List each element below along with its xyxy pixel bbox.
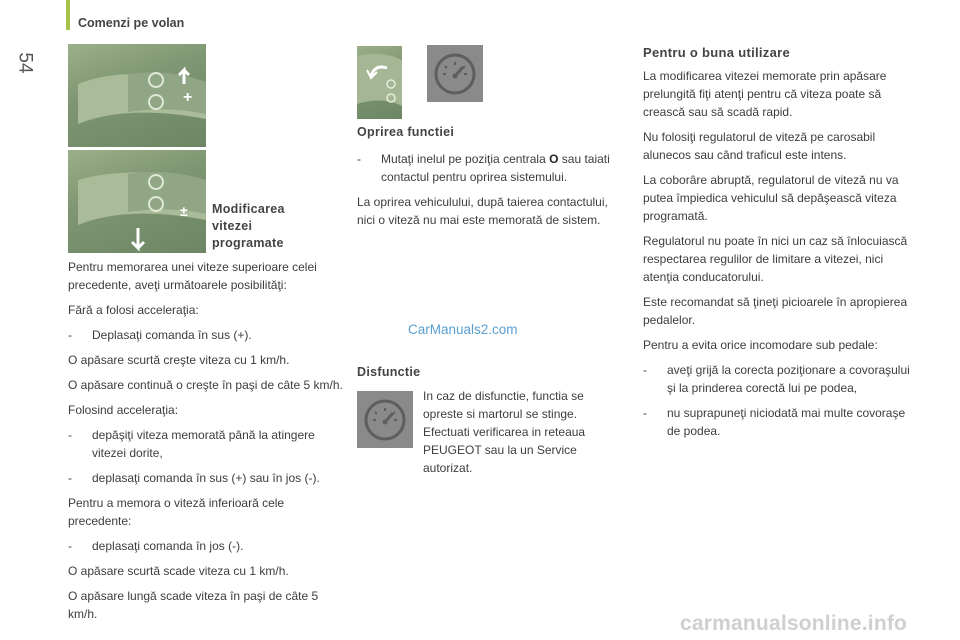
svg-text:±: ± [180, 203, 188, 219]
tip-4: Regulatorul nu poate în nici un caz să înlocuiască respectarea regulilor de limitare a vitezei, nici atenţia conducatorului. [643, 234, 908, 284]
tip-1: La modificarea vitezei memorate prin apăsare prelungită fiţi atenţi pentru că viteza poate să crească sau să scadă rapid. [643, 69, 887, 119]
left-column-body [68, 258, 344, 630]
speedometer-icon [357, 391, 413, 448]
section-title: Comenzi pe volan [78, 16, 185, 30]
lever-photo-down [68, 150, 206, 253]
intro-text: Pentru memorarea unei viteze superioare celei precedente, aveţi următoarele posibilităţi: [68, 260, 317, 292]
list-item: - Deplasaţi comanda în sus (+). [68, 328, 252, 342]
stop-function-heading: Oprirea functiei [357, 125, 455, 139]
short-press-down: O apăsare scurtă scade viteza cu 1 km/h. [68, 564, 289, 578]
fault-heading: Disfunctie [357, 365, 421, 379]
lever-photo-up [68, 44, 206, 147]
tip-3: La coborâre abruptă, regulatorul de viteză nu va putea împiedica vehiculul să depăşească viteza programată. [643, 173, 899, 223]
list-item: - deplasaţi comanda în sus (+) sau în jos (-). [68, 471, 320, 485]
list-item: - Mutaţi inelul pe poziţia centrala O sau taiati contactul pentru oprirea sistemului. [357, 152, 610, 184]
good-use-heading: Pentru o buna utilizare [643, 45, 791, 60]
modify-speed-heading: Modificarea vitezei programate [212, 202, 285, 250]
list-item: - aveţi grijă la corecta poziţionare a covoraşului şi la prinderea corectă lui pe podea, [643, 363, 910, 395]
carmanuals-watermark: CarManuals2.com [408, 322, 518, 337]
continuous-press-up: O apăsare continuă o creşte în paşi de câte 5 km/h. [68, 378, 343, 392]
list-item: - deplasaţi comanda în jos (-). [68, 539, 244, 553]
right-column-body [643, 67, 918, 447]
short-press-up: O apăsare scurtă creşte viteza cu 1 km/h. [68, 353, 290, 367]
lever-ring-photo [357, 46, 402, 119]
list-item: - depăşiţi viteza memorată până la atingere vitezei dorite, [68, 428, 315, 460]
section-accent-bar [66, 0, 70, 30]
list-item: - nu suprapuneţi niciodată mai multe covoraşe de podea. [643, 406, 906, 438]
stop-function-body [357, 150, 627, 236]
without-accel-label: Fără a folosi acceleraţia: [68, 303, 199, 317]
carmanualsonline-watermark: carmanualsonline.info [680, 612, 908, 635]
tip-2: Nu folosiţi regulatorul de viteză pe carosabil alunecos sau când traficul este intens. [643, 130, 876, 162]
speedometer-icon [427, 45, 483, 102]
svg-text:+: + [183, 89, 193, 106]
with-accel-label: Folosind acceleraţia: [68, 403, 179, 417]
long-press-down: O apăsare lungă scade viteza în paşi de câte 5 km/h. [68, 589, 319, 621]
fault-text: In caz de disfunctie, functia se opreste si martorul se stinge. Efectuati verificarea in reteaua PEUGEOT sau la un Service autorizat. [423, 389, 586, 475]
tip-5: Este recomandat să ţineţi picioarele în apropierea pedalelor. [643, 295, 908, 327]
stop-para: La oprirea vehiculului, după taierea contactului, nici o viteză nu mai este memorată de sistem. [357, 195, 608, 227]
page-number: 54 [14, 52, 36, 74]
tip-6: Pentru a evita orice incomodare sub pedale: [643, 338, 878, 352]
lower-intro: Pentru a memora o viteză inferioară cele precedente: [68, 496, 285, 528]
